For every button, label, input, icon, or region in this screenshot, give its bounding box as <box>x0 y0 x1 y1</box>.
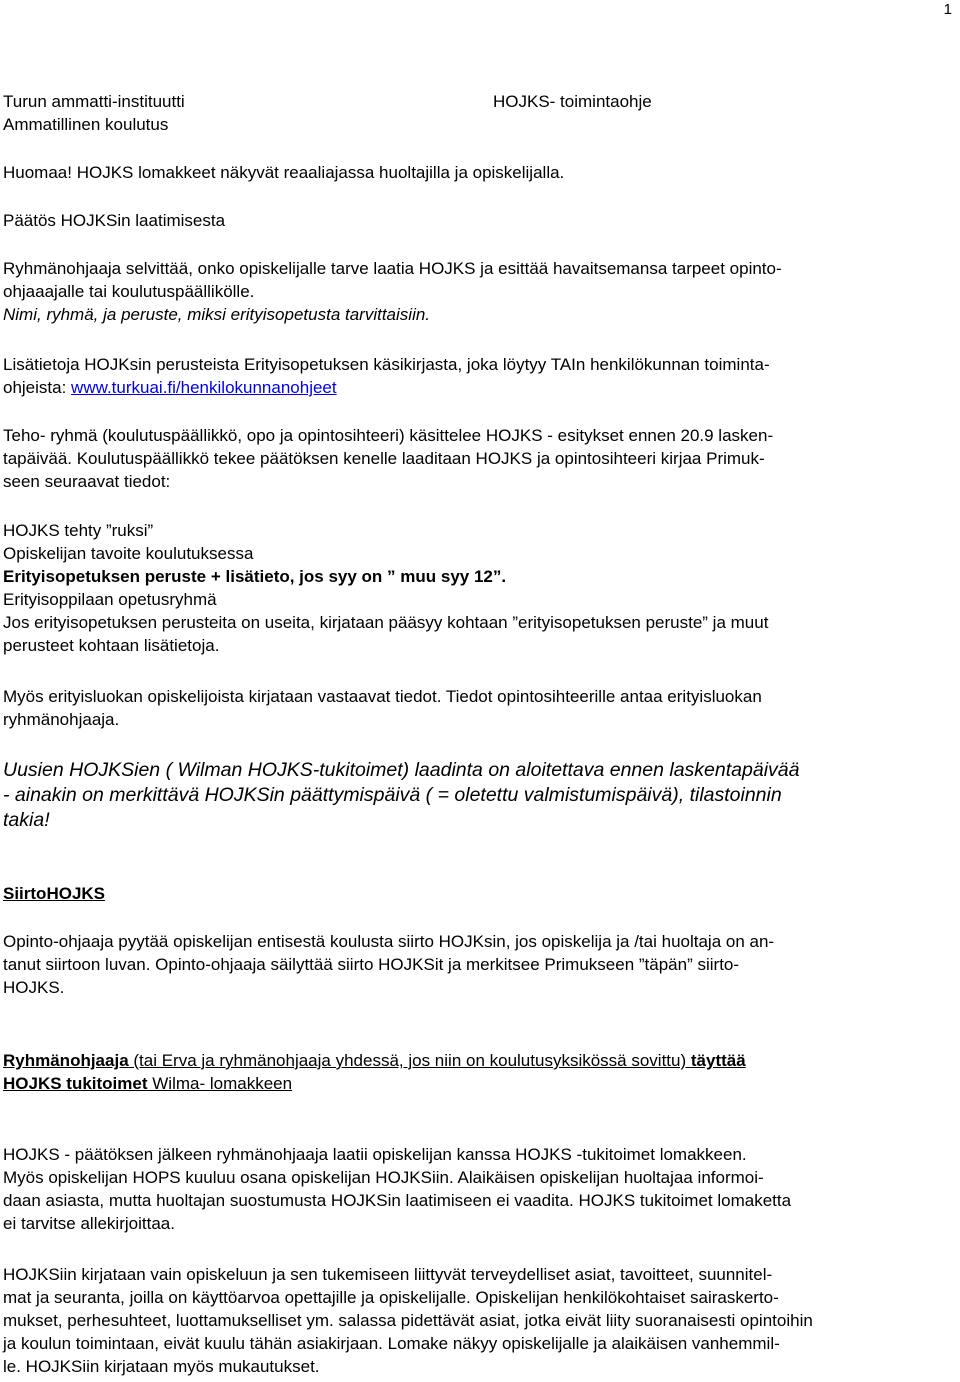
notice-text: Huomaa! HOJKS lomakkeet näkyvät reaaliajassa huoltajilla ja opiskelijalla. <box>3 163 565 182</box>
text-line: HOJKS. <box>3 978 65 997</box>
list-item: Erityisoppilaan opetusryhmä <box>3 590 217 609</box>
link-part: www.turkuai. <box>71 378 168 397</box>
text-line: ohjaaajalle tai koulutuspäällikölle. <box>3 282 255 301</box>
text-line: mukset, perhesuhteet, luottamukselliset ym. salassa pidettävät asiat, jotka eivät liity suoranaisesti opintoihin <box>3 1311 813 1330</box>
text-line: takia! <box>3 809 50 831</box>
text-line: daan asiasta, mutta huoltajan suostumusta HOJKSin laatimiseen ei vaadita. HOJKS tukitoimet lomaketta <box>3 1191 792 1210</box>
section-heading-tukitoimet <box>3 1049 955 1095</box>
section-heading-siirtohojks: SiirtoHOJKS <box>3 884 106 903</box>
list-item: HOJKS tehty ”ruksi” <box>3 521 154 540</box>
heading-part: HOJKS tukitoimet <box>3 1074 148 1093</box>
text-line: tanut siirtoon luvan. Opinto-ohjaaja säilyttää siirto HOJKSit ja merkitsee Primukseen ”täpän” siirto- <box>3 955 740 974</box>
text-line: HOJKS - päätöksen jälkeen ryhmänohjaaja laatii opiskelijan kanssa HOJKS -tukitoimet lomakkeen. <box>3 1145 747 1164</box>
primus-fields-list <box>3 519 955 657</box>
page-number: 1 <box>943 1 952 18</box>
tukitoimet-paragraph-2 <box>3 1263 955 1378</box>
text-line: seen seuraavat tiedot: <box>3 472 171 491</box>
heading-part: Ryhmänohjaaja <box>3 1051 129 1070</box>
text-line: - ainakin on merkittävä HOJKSin päättymispäivä ( = oletettu valmistumispäivä), tilastoinnin <box>3 784 782 806</box>
text-line: le. HOJKSiin kirjataan myös mukautukset. <box>3 1357 320 1376</box>
italic-note: Nimi, ryhmä, ja peruste, miksi erityisopetusta tarvittaisiin. <box>3 305 431 324</box>
text-line: tapäivää. Koulutuspäällikkö tekee päätöksen kenelle laaditaan HOJKS ja opintosihteeri kirjaa Primuk- <box>3 449 765 468</box>
text-line: Myös opiskelijan HOPS kuuluu osana opiskelijan HOJKSiin. Alaikäisen opiskelijan huoltajaa informoi- <box>3 1168 764 1187</box>
tukitoimet-paragraph-1 <box>3 1143 955 1235</box>
text-line: Ryhmänohjaaja selvittää, onko opiskelijalle tarve laatia HOJKS ja esittää havaitsemansa tarpeet opinto- <box>3 259 782 278</box>
text-line: Myös erityisluokan opiskelijoista kirjataan vastaavat tiedot. Tiedot opintosihteerille antaa erityisluokan <box>3 687 762 706</box>
header-block <box>3 90 955 136</box>
text-line: Teho- ryhmä (koulutuspäällikkö, opo ja opintosihteeri) käsittelee HOJKS - esitykset ennen 20.9 lasken- <box>3 426 774 445</box>
text-line: Uusien HOJKSien ( Wilman HOJKS-tukitoimet) laadinta on aloitettava ennen laskentapäivää <box>3 759 800 781</box>
heading-part: (tai Erva ja ryhmänohjaaja yhdessä, jos niin on koulutusyksikössä sovittu) <box>128 1051 691 1070</box>
list-item: Erityisopetuksen peruste + lisätieto, jos syy on ” muu syy 12”. <box>3 567 507 586</box>
text-line: ohjeista: <box>3 378 72 397</box>
section-heading-decision: Päätös HOJKSin laatimisesta <box>3 211 226 230</box>
text-line: ja koulun toimintaan, eivät kuulu tähän asiakirjaan. Lomake näkyy opiskelijalle ja alaikäisen vanhemmil- <box>3 1334 780 1353</box>
handbook-link[interactable] <box>71 378 337 397</box>
text-line: HOJKSiin kirjataan vain opiskeluun ja sen tukemiseen liittyvät terveydelliset asiat, tavoitteet, suunnitel- <box>3 1265 773 1284</box>
text-line: mat ja seuranta, joilla on käyttöarvoa opettajille ja opiskelijalle. Opiskelijan henkilökohtaiset sairaskerto- <box>3 1288 779 1307</box>
teho-paragraph <box>3 424 955 493</box>
list-item: perusteet kohtaan lisätietoja. <box>3 636 220 655</box>
warning-paragraph <box>3 758 955 833</box>
org-unit: Ammatillinen koulutus <box>3 115 169 134</box>
list-item: Jos erityisopetuksen perusteita on useita, kirjataan pääsyy kohtaan ”erityisopetuksen peruste” ja muut <box>3 613 769 632</box>
text-line: ryhmänohjaaja. <box>3 710 120 729</box>
link-part: fi/henkilokunnanohjeet <box>167 378 337 397</box>
list-item: Opiskelijan tavoite koulutuksessa <box>3 544 254 563</box>
siirtohojks-paragraph <box>3 930 955 999</box>
heading-part: Wilma- lomakkeen <box>147 1074 293 1093</box>
text-line: Opinto-ohjaaja pyytää opiskelijan entisestä koulusta siirto HOJKsin, jos opiskelija ja /tai huoltaja on an- <box>3 932 775 951</box>
special-class-paragraph <box>3 685 955 731</box>
org-name: Turun ammatti-instituutti <box>3 92 185 111</box>
heading-part: täyttää <box>690 1051 746 1070</box>
decision-paragraph <box>3 257 955 326</box>
info-paragraph <box>3 353 955 399</box>
text-line: ei tarvitse allekirjoittaa. <box>3 1214 175 1233</box>
doc-title: HOJKS- toimintaohje <box>493 92 652 111</box>
text-line: Lisätietoja HOJKsin perusteista Erityisopetuksen käsikirjasta, joka löytyy TAIn henkilökunnan toiminta- <box>3 355 770 374</box>
